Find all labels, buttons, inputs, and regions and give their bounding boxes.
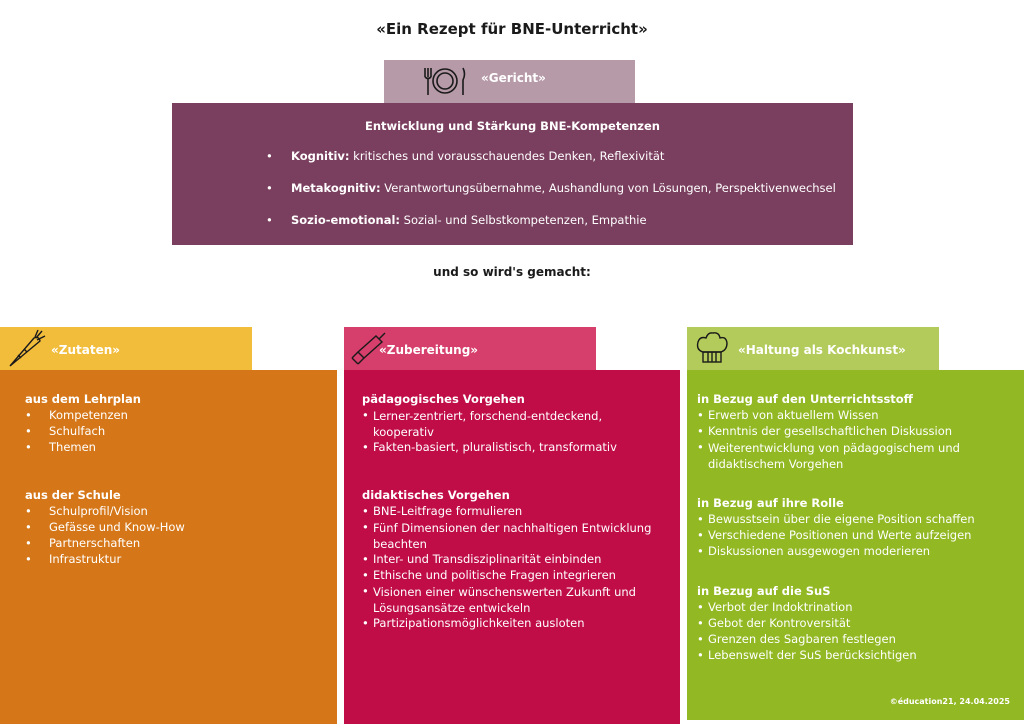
zutaten-label: «Zutaten» (51, 343, 120, 357)
section-heading: aus der Schule (25, 488, 121, 502)
haltung-tab (687, 327, 939, 370)
competency-text: Sozial- und Selbstkompetenzen, Empathie (400, 213, 647, 227)
chef-hat-icon (695, 330, 729, 370)
section-heading: didaktisches Vorgehen (362, 488, 510, 502)
zutaten-tab (0, 327, 252, 370)
haltung-panel: in Bezug auf den Unterrichtsstoff • Erwerb von aktuellem Wissen • Kenntnis der gesellschaftlichen Diskussion • Weiterentwicklung von pädagogischem und didaktischem Vorgehen in Bezug auf ihre Rolle • Bewusstsein über die eigene Position schaffen • Verschiedene Positionen und Werte aufzeigen • Diskussionen ausgewogen moderieren in Bezug auf die SuS • Verbot der Indoktrination • Gebot der Kontroversität • Grenzen des Sagbaren festlegen • Lebenswelt der SuS berücksichtigen ©éducation21, 24.04.2025 (687, 370, 1024, 720)
competency-text: kritisches und vorausschauendes Denken, Reflexivität (349, 149, 665, 163)
plate-cutlery-icon (422, 65, 468, 97)
competency-term: Metakognitiv: (291, 181, 381, 195)
section-heading: in Bezug auf die SuS (697, 584, 831, 598)
haltung-label: «Haltung als Kochkunst» (738, 343, 906, 357)
competency-term: Sozio-emotional: (291, 213, 401, 227)
section-heading: in Bezug auf ihre Rolle (697, 496, 844, 510)
section-heading: in Bezug auf den Unterrichtsstoff (697, 392, 914, 406)
competencies-box: Entwicklung und Stärkung BNE-Kompetenzen • Kognitiv: kritisches und vorausschauendes Denken, Reflexivität • Metakognitiv: Verantwortungsübernahme, Aushandlung von Lösungen, Perspektivenwechsel • Sozio-emotional: Sozial- und Selbstkompetenzen, Empathie (172, 103, 853, 245)
zutaten-panel: aus dem Lehrplan • Kompetenzen • Schulfach • Themen aus der Schule • Schulprofil/Vision • Gefässe und Know-How • Partnerschaften • Infrastruktur (0, 370, 337, 724)
section-heading: pädagogisches Vorgehen (362, 392, 525, 406)
competencies-heading: Entwicklung und Stärkung BNE-Kompetenzen (364, 119, 660, 133)
zubereitung-panel: pädagogisches Vorgehen • Lerner-zentriert, forschend-entdeckend, kooperativ • Fakten-basiert, pluralistisch, transformativ didaktisches Vorgehen • BNE-Leitfrage formulieren • Fünf Dimensionen der nachhaltigen Entwicklung beachten • Inter- und Transdisziplinarität einbinden • Ethische und politische Fragen integrieren • Visionen einer wünschenswerten Zukunft und Lösungsansätze entwickeln • Partizipationsmöglichkeiten ausloten (344, 370, 680, 724)
zubereitung-tab (344, 327, 596, 370)
competency-term: Kognitiv: (291, 149, 350, 163)
copyright-note: ©éducation21, 24.04.2025 (889, 697, 1010, 706)
carrot-icon (6, 329, 46, 373)
page-title: «Ein Rezept für BNE-Unterricht» (376, 20, 648, 38)
section-heading: aus dem Lehrplan (25, 392, 141, 406)
competency-text: Verantwortungsübernahme, Aushandlung von Lösungen, Perspektivenwechsel (380, 181, 836, 195)
method-heading: und so wird's gemacht: (433, 265, 591, 279)
zubereitung-label: «Zubereitung» (379, 343, 479, 357)
dish-label: «Gericht» (481, 71, 546, 85)
